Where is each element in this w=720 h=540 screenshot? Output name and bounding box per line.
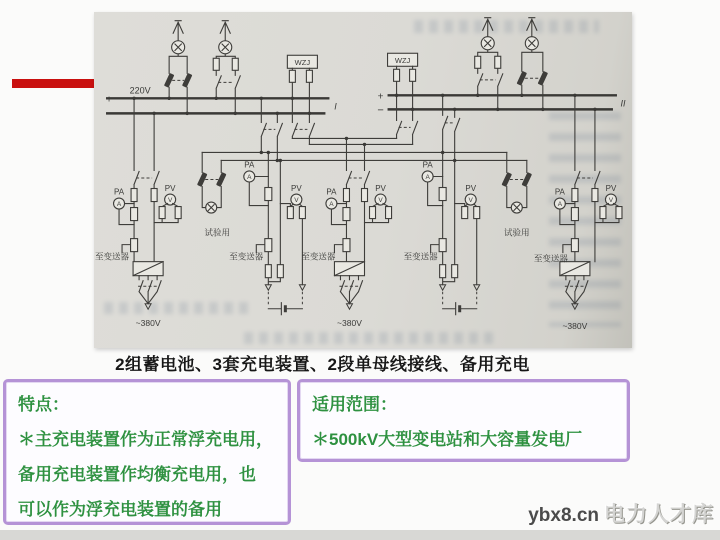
shunt-icon bbox=[439, 188, 446, 201]
fuse-icon bbox=[361, 189, 367, 202]
diagram-label: 至变送器 bbox=[403, 251, 438, 262]
diagram-label: ~380V bbox=[337, 317, 362, 328]
fuse-icon bbox=[386, 207, 392, 219]
bottom-gray-strip bbox=[0, 530, 720, 540]
dc-bus-section-2 bbox=[388, 95, 617, 109]
fuse-icon bbox=[495, 56, 501, 68]
fuse-icon bbox=[600, 207, 606, 219]
fuse-icon bbox=[289, 70, 295, 82]
fuse-icon bbox=[462, 207, 468, 219]
diagram-label: A bbox=[329, 201, 334, 209]
red-accent-bar bbox=[12, 79, 95, 88]
fuse-icon bbox=[474, 207, 480, 219]
fuse-icon bbox=[159, 207, 165, 219]
fuse-icon bbox=[232, 58, 238, 70]
diagram-label: ~380V bbox=[562, 320, 588, 331]
fuse-icon bbox=[394, 69, 400, 81]
shunt-icon bbox=[131, 208, 138, 221]
diagram-label: PV bbox=[164, 184, 176, 194]
diagram-label: 220V bbox=[129, 85, 151, 96]
fuse-icon bbox=[213, 58, 219, 70]
diagram-label: V bbox=[294, 197, 299, 205]
diagram-label: PV bbox=[605, 184, 617, 194]
transducer-tap-icon bbox=[131, 239, 138, 252]
transducer-tap-icon bbox=[439, 239, 446, 252]
fuse-icon bbox=[370, 207, 376, 219]
diagram-label: PA bbox=[326, 187, 337, 197]
shunt-icon bbox=[265, 188, 272, 201]
diagram-label: PA bbox=[114, 187, 125, 197]
fuse-icon bbox=[410, 69, 416, 81]
transducer-tap-icon bbox=[343, 239, 350, 252]
fuse-icon bbox=[287, 207, 293, 219]
test-circuit-2 bbox=[502, 152, 533, 213]
test-circuit-1 bbox=[197, 152, 227, 213]
diagram-label: PA bbox=[244, 160, 255, 170]
diagram-label: PA bbox=[422, 160, 433, 170]
diagram-label: 试验用 bbox=[204, 227, 230, 238]
diagram-label: − bbox=[377, 104, 384, 117]
circuit-diagram bbox=[94, 12, 632, 348]
bus2-tie-switches bbox=[397, 95, 418, 144]
diagram-label: 至变送器 bbox=[229, 251, 264, 262]
diagram-label: WZJ bbox=[294, 57, 311, 67]
transducer-tap-icon bbox=[571, 239, 578, 252]
diagram-labels bbox=[95, 56, 626, 331]
feature-note-box bbox=[3, 379, 291, 525]
fuse-icon bbox=[452, 265, 458, 278]
fuse-icon bbox=[343, 189, 349, 202]
charger-2 bbox=[326, 138, 392, 309]
diagram-label: V bbox=[468, 197, 473, 205]
shunt-icon bbox=[343, 208, 350, 221]
fuse-disconnect-icon bbox=[538, 71, 548, 86]
diagram-label: A bbox=[116, 201, 122, 209]
scope-line: ＊500kV大型变电站和大容量发电厂 bbox=[312, 430, 583, 449]
transducer-tap-icon bbox=[265, 239, 272, 252]
fuse-icon bbox=[306, 70, 312, 82]
feature-line: ＊主充电装置作为正常浮充电用， bbox=[18, 430, 273, 449]
storage-battery-2 bbox=[422, 95, 480, 314]
fuse-icon bbox=[299, 207, 305, 219]
diagram-label: A bbox=[247, 173, 252, 181]
diagram-label: ~380V bbox=[135, 317, 161, 328]
watermark bbox=[528, 498, 714, 528]
diagram-label: V bbox=[167, 197, 173, 205]
diagram-label: + bbox=[106, 94, 112, 106]
storage-battery-1 bbox=[244, 152, 306, 314]
diagram-label: WZJ bbox=[394, 55, 411, 65]
fuse-icon bbox=[475, 56, 481, 68]
fuse-icon bbox=[175, 207, 181, 219]
diagram-label: PV bbox=[375, 184, 386, 194]
shunt-icon bbox=[571, 208, 578, 221]
fuse-icon bbox=[151, 189, 157, 202]
fuse-icon bbox=[440, 265, 446, 278]
diagram-label: A bbox=[425, 173, 430, 181]
scanned-book-page bbox=[94, 12, 632, 348]
fuse-icon bbox=[616, 207, 622, 219]
fuse-icon bbox=[131, 189, 137, 202]
diagram-label: PA bbox=[554, 187, 565, 197]
figure-caption: 2组蓄电池、3套充电装置、2段单母线接线、备用充电 bbox=[115, 355, 530, 374]
diagram-label: + bbox=[377, 91, 384, 103]
diagram-label: − bbox=[105, 108, 113, 121]
diagram-label: II bbox=[620, 98, 626, 109]
fuse-icon bbox=[265, 265, 271, 278]
diagram-label: 至变送器 bbox=[95, 251, 130, 262]
diagram-label: 试验用 bbox=[504, 227, 530, 238]
diagram-label: A bbox=[557, 201, 563, 209]
scope-title: 适用范围： bbox=[312, 395, 397, 414]
diagram-label: 至变送器 bbox=[301, 251, 336, 262]
watermark-brand: 电力人才库 bbox=[604, 503, 714, 526]
diagram-label: V bbox=[608, 197, 614, 205]
feature-line: 可以作为浮充电装置的备用 bbox=[18, 500, 222, 519]
diagram-label: PV bbox=[291, 184, 302, 194]
watermark-site: ybx8.cn bbox=[528, 505, 599, 526]
diagram-label: PV bbox=[465, 184, 477, 194]
fuse-icon bbox=[277, 265, 283, 278]
diagram-label: 至变送器 bbox=[533, 253, 568, 264]
feature-title: 特点： bbox=[18, 395, 69, 414]
dc-bus-section-1 bbox=[106, 98, 329, 113]
scope-note-box bbox=[297, 379, 630, 462]
fuse-icon bbox=[572, 189, 578, 202]
fuse-icon bbox=[592, 189, 598, 202]
diagram-label: V bbox=[378, 197, 383, 205]
feature-line: 备用充电装置作均衡充电用，也 bbox=[18, 465, 256, 484]
diagram-label: I bbox=[334, 101, 337, 112]
